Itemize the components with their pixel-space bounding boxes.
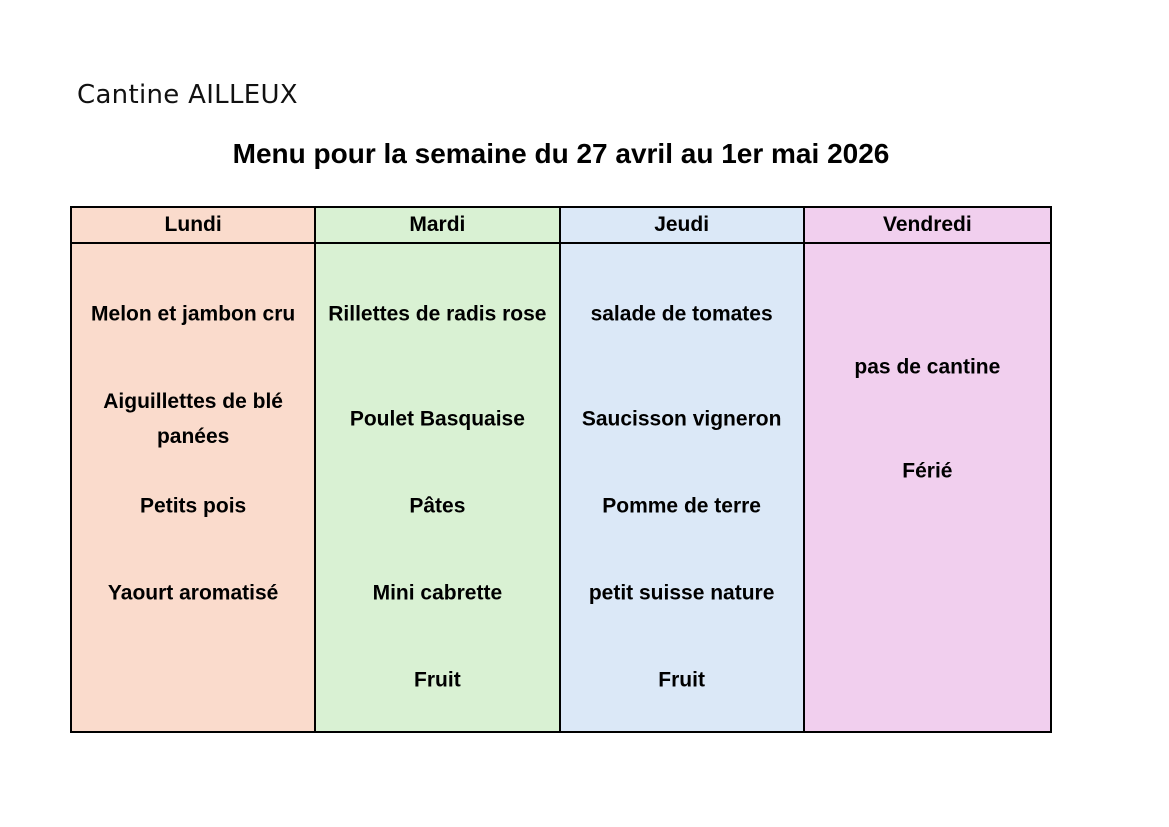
dish-entree: Melon et jambon cru (91, 302, 296, 326)
day-header: Jeudi (561, 208, 803, 244)
school-name: Cantine AILLEUX (77, 80, 298, 110)
closure-note: pas de cantine (854, 355, 1001, 379)
day-column-jeudi (561, 208, 805, 731)
dish-main: Aiguillettes de blé panées (103, 390, 283, 448)
dish-side: Pâtes (409, 494, 466, 518)
day-header: Mardi (316, 208, 558, 244)
dish-entree: Rillettes de radis rose (328, 302, 547, 326)
day-column-lundi (72, 208, 316, 731)
dish-dairy: Mini cabrette (372, 581, 503, 605)
day-column-mardi (316, 208, 560, 731)
dish-dessert: Fruit (414, 668, 461, 692)
day-column-vendredi (805, 208, 1050, 731)
dish-main: Saucisson vigneron (581, 407, 782, 431)
menu-title: Menu pour la semaine du 27 avril au 1er mai 2026 (232, 138, 890, 169)
menu-table (70, 206, 1052, 733)
day-header: Vendredi (805, 208, 1050, 244)
dish-side: Petits pois (140, 494, 247, 518)
day-header: Lundi (72, 208, 314, 244)
dish-side: Pomme de terre (602, 494, 761, 518)
dish-dairy: Yaourt aromatisé (107, 581, 279, 605)
dish-entree: salade de tomates (590, 302, 773, 326)
dish-dairy: petit suisse nature (588, 581, 775, 605)
dish-main: Poulet Basquaise (349, 407, 525, 431)
dish-dessert: Fruit (658, 668, 705, 692)
holiday-note: Férié (902, 459, 953, 483)
